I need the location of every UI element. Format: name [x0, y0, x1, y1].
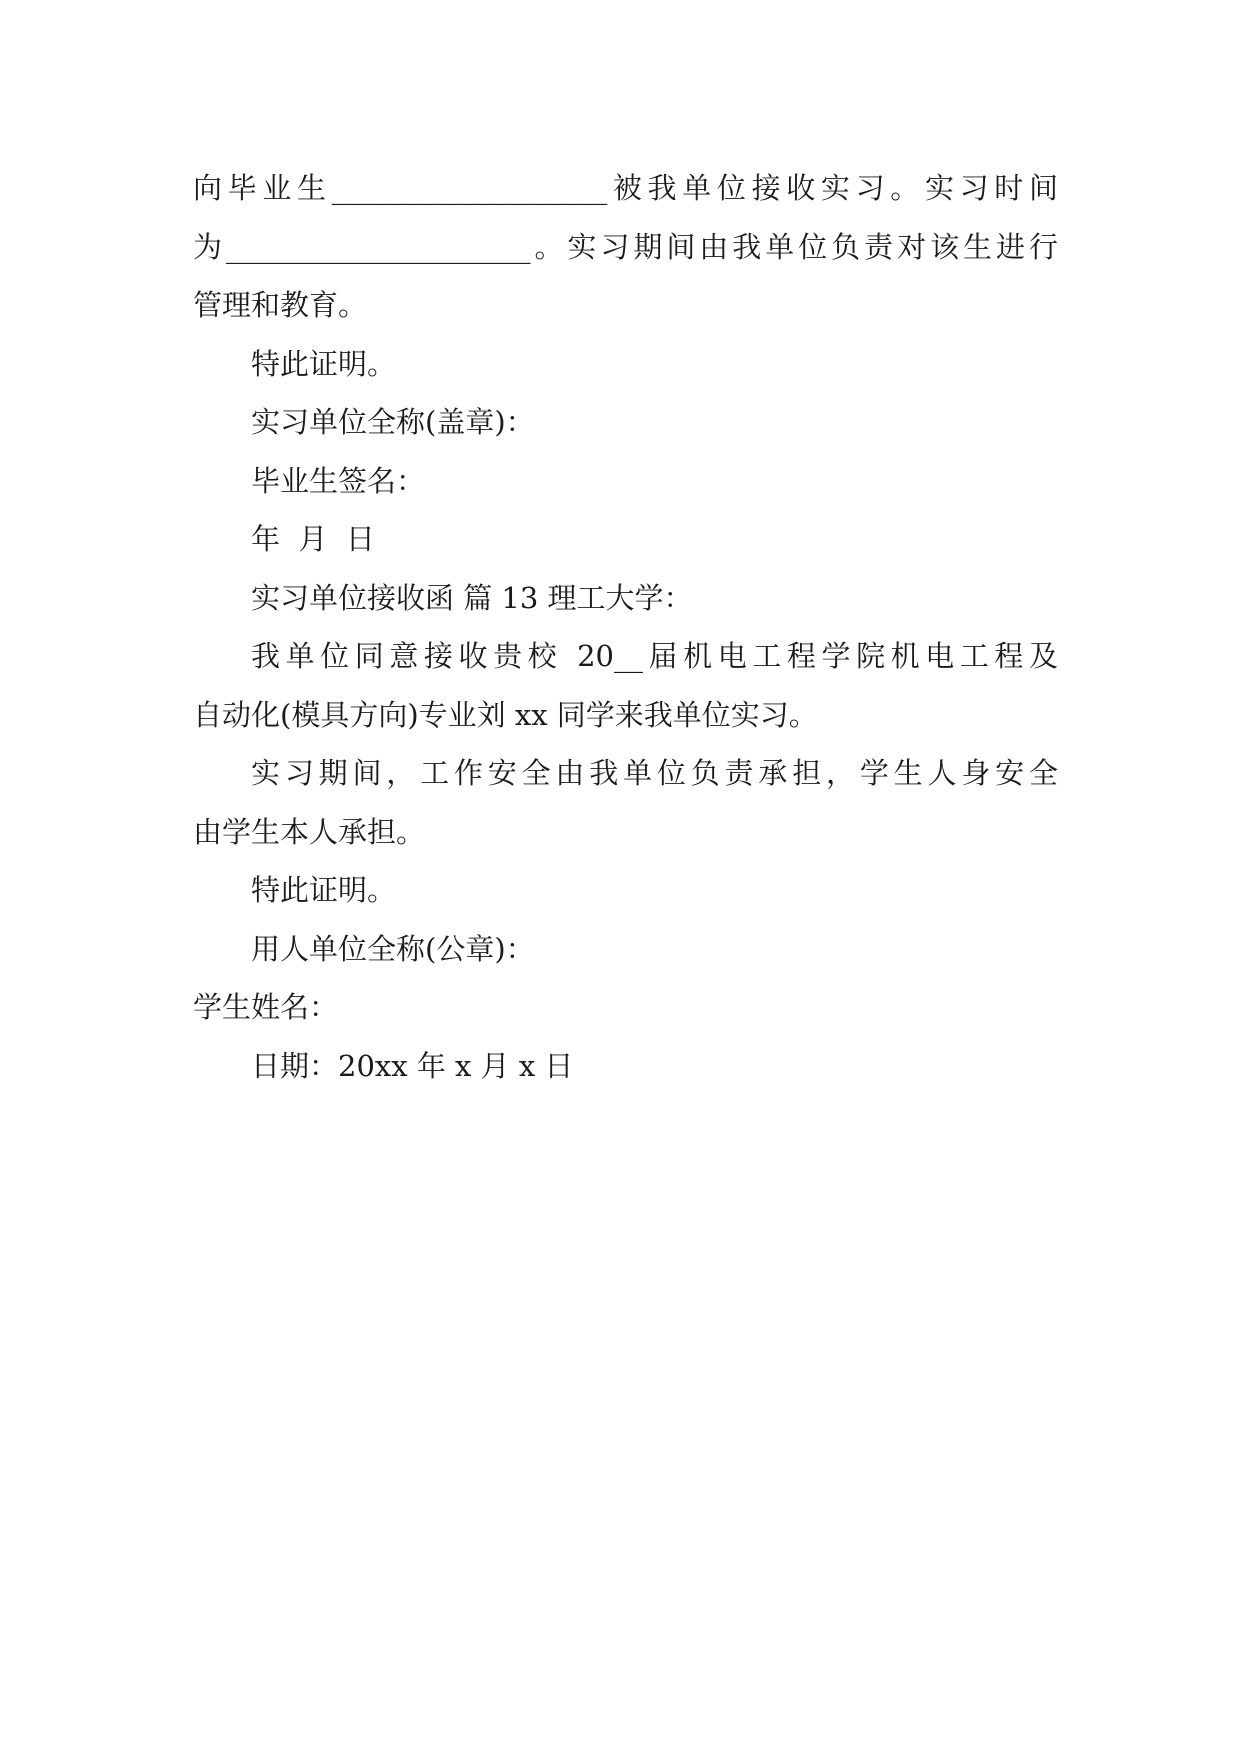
text-line: 实习期间，工作安全由我单位负责承担，学生人身安全: [251, 756, 1058, 790]
text-line: 学生姓名：: [193, 990, 339, 1024]
text-line: 实习单位接收函 篇 13 理工大学：: [251, 580, 693, 615]
text-line: 年 月 日: [251, 522, 375, 556]
text-line: 毕业生签名：: [251, 463, 426, 498]
text-line: 实习单位全称(盖章)：: [251, 405, 535, 439]
text-line: 管理和教育。: [193, 288, 368, 322]
paragraph-certification-2: [193, 861, 1058, 920]
paragraph-company-seal: [193, 393, 1058, 452]
text-line: 由学生本人承担。: [193, 814, 426, 849]
text-line: 自动化(模具方向)专业刘 xx 同学来我单位实习。: [193, 697, 818, 732]
text-line: 我单位同意接收贵校 20__届机电工程学院机电工程及: [251, 639, 1058, 673]
text-line: 特此证明。: [251, 346, 397, 381]
paragraph-date: [193, 1037, 1058, 1096]
paragraph-graduate-signature: [193, 452, 1058, 511]
paragraph-agreement: [193, 627, 1058, 744]
paragraph-acceptance: [193, 159, 1058, 335]
text-line: 日期：20xx 年 x 月 x 日: [251, 1048, 574, 1083]
text-line: 用人单位全称(公章)：: [251, 931, 535, 966]
paragraph-safety: [193, 744, 1058, 861]
text-line: 特此证明。: [251, 873, 397, 907]
paragraph-employer-seal: [193, 920, 1058, 979]
text-line: 向毕业生___________________被我单位接收实习。实习时间: [193, 171, 1058, 205]
paragraph-student-name: [193, 978, 1058, 1037]
paragraph-letter-heading: [193, 569, 1058, 628]
text-line: 为_____________________。实习期间由我单位负责对该生进行: [193, 229, 1058, 264]
paragraph-date-blank: [193, 510, 1058, 569]
paragraph-certification: [193, 335, 1058, 394]
document-body: [193, 159, 1058, 1095]
